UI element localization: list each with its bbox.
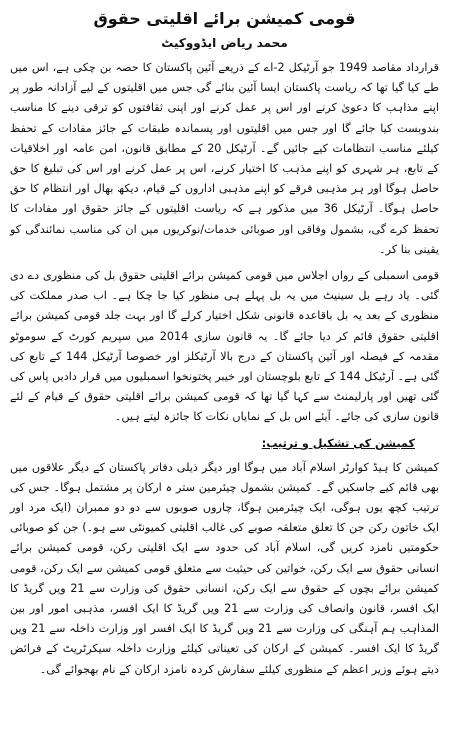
article-paragraph-1: قرارداد مقاصد 1949 جو آرٹیکل 2-اے کے ذریعے آئین پاکستان کا حصہ بن چکی ہے، اس میں طے کیا گیا تھا کہ ریاست پاکستان ایسا آئین بنائے گی جس میں اقلیتوں کے لیے آزادانہ طور پر اپنے مذاہب کا دعویٰ کرنے اور اس پر عمل کرنے اور اپنی ثقافتوں کو ترقی دینے کا مناسب بندوبست کیا جائے گا اور جس میں اقلیتوں اور پسماندہ طبقات کے جائز مفادات کے تحفظ کیلئے مناسب انتظامات کیے جائیں گے۔ آرٹیکل 20 کے مطابق قانون، امن عامہ اور اخلاقیات کے تابع، ہر شہری کو اپنے مذہب کا اختیار کرنے، اس پر عمل کرنے اور اس کی تبلیغ کا حق حاصل ہوگا اور ہر مذہبی فرقے کو اپنے مذہبی اداروں کے قیام، دیکھ بھال اور انتظام کا حق حاصل ہوگا۔ آرٹیکل 36 میں مذکور ہے کہ ریاست اقلیتوں کے جائز حقوق اور مفادات کا تحفظ کرے گی، بشمول وفاقی اور صوبائی خدمات/نوکریوں میں ان کی مناسب نمائندگی کو یقینی بنا کر۔ <box>10 61 439 256</box>
article-author: محمد ریاض ایڈووکیٹ <box>161 36 288 50</box>
article-paragraph-2: قومی اسمبلی کے رواں اجلاس میں قومی کمیشن برائے اقلیتی حقوق بل کی منظوری دے دی گئی۔ یاد رہے بل سینیٹ میں یہ بل پہلے ہی منظور کیا جا چکا ہے۔ اب صدر مملکت کی منظوری کے بعد یہ بل باقاعدہ قانونی شکل اختیار کرلے گا اور بہت جلد قومی کمیشن برائے اقلیتی حقوق قائم کر دیا جائے گا۔ یہ قانون سازی 2014 میں سپریم کورٹ کے سوموٹو مقدمہ کے فیصلہ اور آئین پاکستان کے درج بالا آرٹیکلز اور خصوصا آرٹیکل 144 کے تابع کی گئی ہے۔ آرٹیکل 144 کے تابع بلوچستان اور خیبر پختونخوا اسمبلیوں میں قرار دادیں پاس کی گئی تھیں اور پارلیمنٹ سے کہا گیا تھا کہ قومی کمیشن برائے اقلیتی حقوق کے قیام کے لئے قانون سازی کی جائے۔ آیئے اس بل کے نمایاں نکات کا جائزہ لیتے ہیں۔ <box>10 269 439 424</box>
article-title: قومی کمیشن برائے اقلیتی حقوق <box>93 9 356 28</box>
section-heading: کمیشن کی تشکیل و ترتیب: <box>261 436 415 450</box>
section-paragraph: کمیشن کا ہیڈ کوارٹر اسلام آباد میں ہوگا اور دیگر ذیلی دفاتر پاکستان کے دیگر علاقوں میں بھی قائم کیے جاسکیں گے۔ کمیشن بشمول چیئرمین ستر ہ ارکان پر مشتمل ہوگا۔ جس کی ترتیب کچھ یوں ہوگی، ایک چیئرمین ہوگا، چاروں صوبوں سے دو دو ممبران (ایک مرد اور ایک خاتون رکن جن کا تعلق متعلقہ صوبے کی غالب اقلیتی کمیونٹی سے ہو۔) جن کو صوبائی حکومتیں نامزد کریں گی، اسلام آباد کی حدود سے ایک اقلیتی رکن، قومی کمیشن برائے انسانی حقوق سے ایک رکن، خواتین کی حیثیت سے متعلق قومی کمیشن سے ایک رکن، قومی کمیشن برائے بچوں کے حقوق سے ایک رکن، انسانی حقوق کی وزارت سے 21 ویں گریڈ کا ایک افسر، قانون وانصاف کی وزارت سے 21 ویں گریڈ کا ایک افسر، مذہبی امور اور بین المذاہب ہم آہنگی کی وزارت سے 21 ویں گریڈ کا ایک افسر اور وزارت داخلہ سے 21 ویں گریڈ کا ایک افسر۔ کمیشن کے ارکان کی تعیناتی کیلئے وزارت داخلہ سیکرٹریٹ کے فرائض دیتے ہوئے وزیر اعظم کے منظوری کیلئے سفارش کردہ نامزد ارکان کے نام بھجوائے گی۔ <box>10 460 439 676</box>
